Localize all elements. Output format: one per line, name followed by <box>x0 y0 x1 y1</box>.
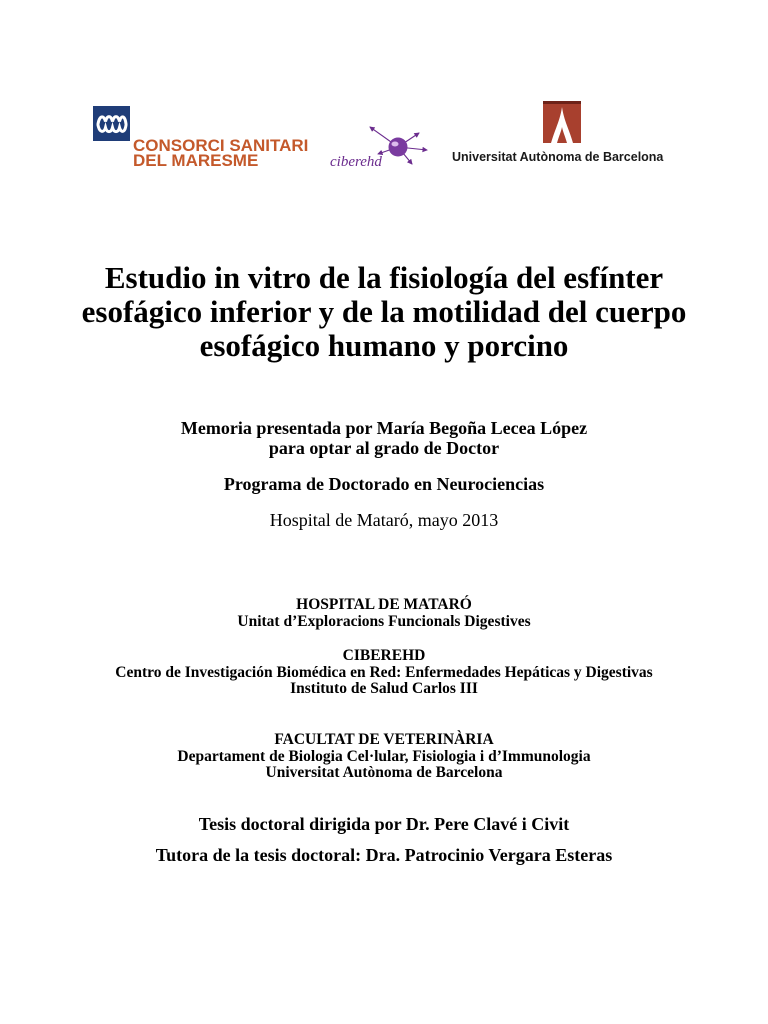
institution-detail-line: Unitat d’Exploracions Funcionals Digestives <box>237 612 531 630</box>
consorci-logo-line2: DEL MARESME <box>133 151 259 170</box>
institution-detail-line: Departament de Biologia Cel·lular, Fisiologia i d’Immunologia <box>177 747 591 765</box>
thesis-director: Tesis doctoral dirigida por Dr. Pere Clavé i Civit <box>198 814 570 834</box>
presentation-line: Memoria presentada por María Begoña Lecea López <box>180 418 588 438</box>
institution-name: HOSPITAL DE MATARÓ <box>296 596 472 613</box>
uab-logo-text: Universitat Autònoma de Barcelona <box>452 150 664 164</box>
institution-name: CIBEREHD <box>342 647 426 664</box>
consorci-mw-icon <box>93 106 130 141</box>
ciberehd-sphere-icon <box>389 138 408 157</box>
institution-detail-line: Centro de Investigación Biomédica en Red: Enfermedades Hepáticas y Digestivas <box>115 663 653 681</box>
institution-detail-line: Universitat Autònoma de Barcelona <box>265 764 503 781</box>
doctoral-program: Programa de Doctorado en Neurociencias <box>223 474 545 494</box>
thesis-tutor: Tutora de la tesis doctoral: Dra. Patrocinio Vergara Esteras <box>155 845 613 865</box>
title-line: Estudio in vitro de la fisiología del esfínter <box>104 260 664 295</box>
title-line: esofágico humano y porcino <box>199 328 569 363</box>
title-line: esofágico inferior y de la motilidad del cuerpo <box>81 294 687 329</box>
consorci-logo-line1: CONSORCI SANITARI <box>133 136 309 155</box>
ciberehd-logo <box>326 120 430 174</box>
institution-detail-line: Instituto de Salud Carlos III <box>290 680 478 697</box>
presentation-line: para optar al grado de Doctor <box>268 438 500 458</box>
uab-arch-icon <box>541 99 583 145</box>
ciberehd-logo-text: ciberehd <box>330 154 382 170</box>
institution-name: FACULTAT DE VETERINÀRIA <box>274 731 494 748</box>
place-and-date: Hospital de Mataró, mayo 2013 <box>269 510 499 530</box>
